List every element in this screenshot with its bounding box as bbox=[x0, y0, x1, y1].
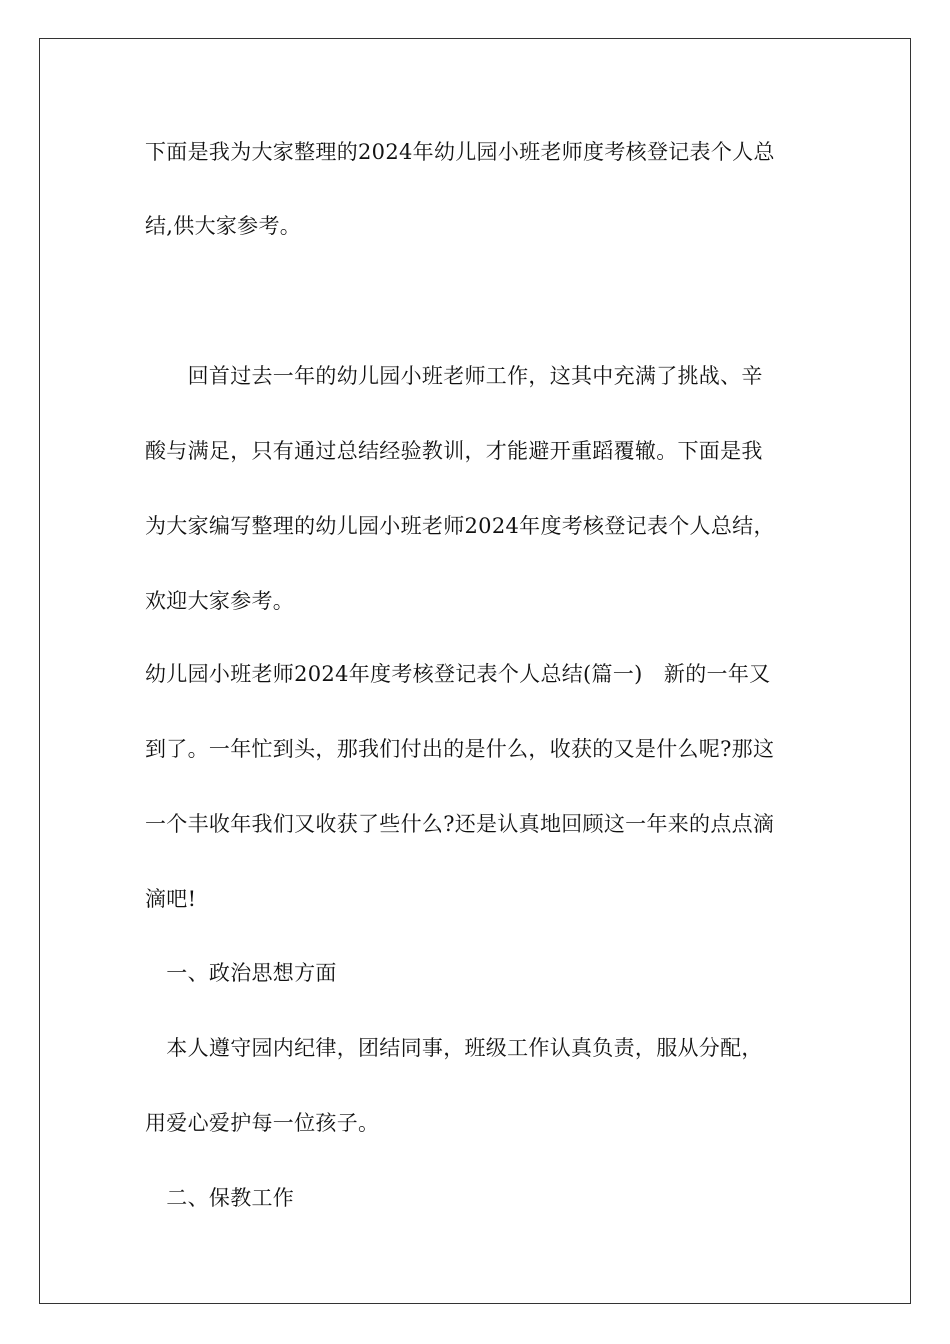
body-line-1: 到了。一年忙到头，那我们付出的是什么，收获的又是什么呢?那这 bbox=[145, 737, 775, 761]
heading-politics: 一、政治思想方面 bbox=[145, 961, 337, 985]
intro-line-2: 结,供大家参考。 bbox=[145, 214, 302, 238]
body-line-2: 一个丰收年我们又收获了些什么?还是认真地回顾这一年来的点点滴 bbox=[145, 812, 775, 836]
body-line-3: 滴吧! bbox=[145, 887, 197, 911]
section-title-line: 幼儿园小班老师2024年度考核登记表个人总结(篇一) 新的一年又 bbox=[145, 662, 771, 686]
intro-line-1: 下面是我为大家整理的2024年幼儿园小班老师度考核登记表个人总 bbox=[145, 140, 775, 164]
body-line-5: 用爱心爱护每一位孩子。 bbox=[145, 1111, 380, 1135]
body-line-4: 本人遵守园内纪律，团结同事，班级工作认真负责，服从分配， bbox=[145, 1036, 763, 1060]
paragraph-line-4: 欢迎大家参考。 bbox=[145, 589, 295, 613]
paragraph-line-3: 为大家编写整理的幼儿园小班老师2024年度考核登记表个人总结， bbox=[145, 514, 775, 538]
paragraph-line-1: 回首过去一年的幼儿园小班老师工作，这其中充满了挑战、辛 bbox=[145, 364, 763, 388]
heading-teaching: 二、保教工作 bbox=[145, 1186, 295, 1210]
paragraph-line-2: 酸与满足，只有通过总结经验教训，才能避开重蹈覆辙。下面是我 bbox=[145, 439, 763, 463]
